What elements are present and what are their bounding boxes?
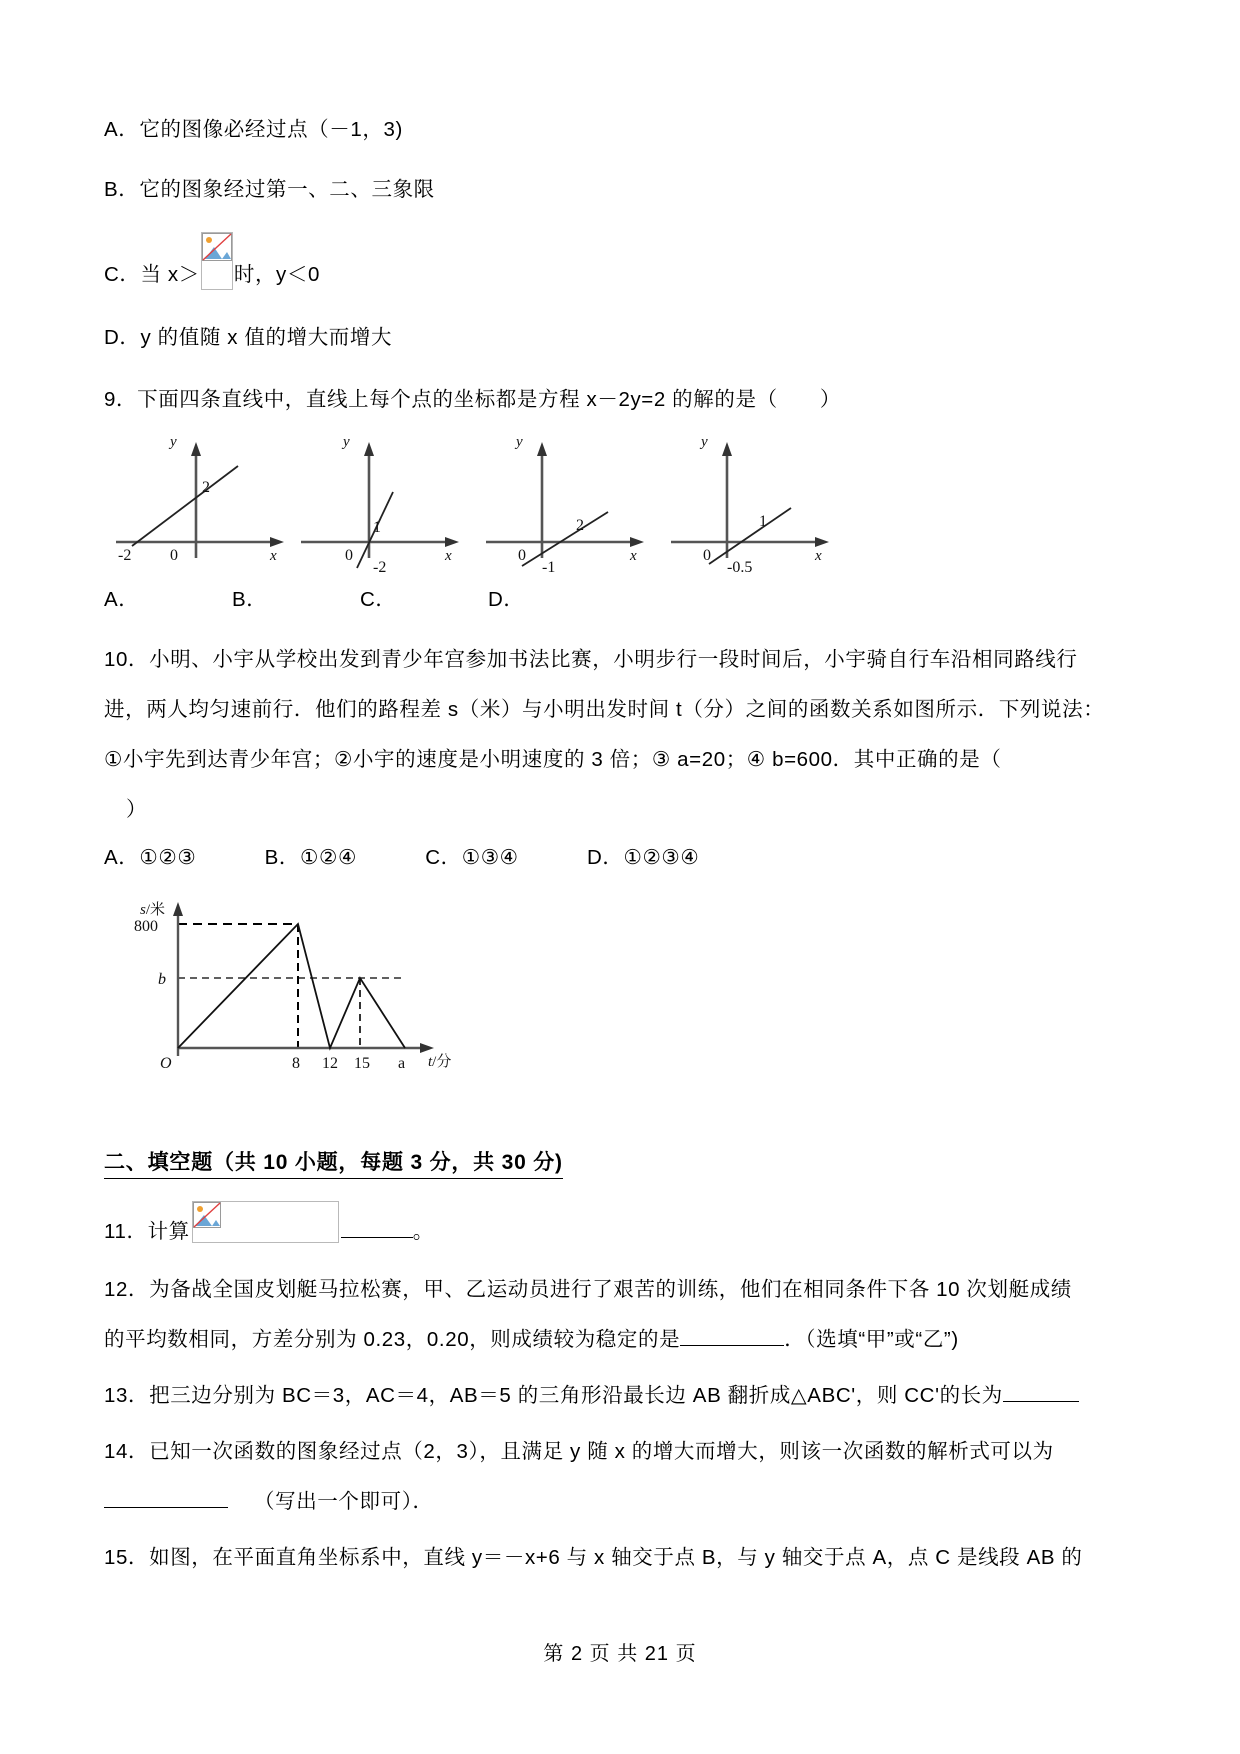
q10-choice-b: B．①②④: [264, 845, 357, 869]
svg-text:0: 0: [518, 546, 526, 564]
svg-text:-2: -2: [118, 546, 132, 564]
question-9-stem-text: 9．下面四条直线中，直线上每个点的坐标都是方程 x－2y=2 的解的是（ ）: [104, 388, 841, 411]
svg-text:y: y: [516, 433, 523, 450]
svg-text:x: x: [270, 547, 277, 564]
svg-text:12: 12: [322, 1054, 338, 1072]
question-11-prefix: 11．计算: [104, 1219, 190, 1243]
question-10-text-1: 10．小明、小宇从学校出发到青少年宫参加书法比赛，小明步行一段时间后，小宇骑自行车沿相同路线行: [104, 647, 1078, 671]
svg-text:1: 1: [759, 512, 767, 530]
q8-option-d-label: D．y 的值随 x 值的增大而增大: [104, 326, 393, 349]
question-13: [104, 1376, 1114, 1416]
q9-choice-d: D．: [488, 587, 525, 611]
broken-image-icon: [192, 1201, 339, 1243]
q8-option-b: [104, 172, 1114, 202]
question-10-line-1: [104, 640, 1114, 680]
q8-option-a: [104, 112, 1114, 142]
q9-graph-a: [110, 434, 295, 574]
question-15-text-1: 15．如图，在平面直角坐标系中，直线 y＝－x+6 与 x 轴交于点 B，与 y 轴交于点 A，点 C 是线段 AB 的: [104, 1545, 1083, 1569]
q8-option-c: [104, 232, 1114, 290]
svg-text:8: 8: [292, 1054, 300, 1072]
question-10-text-4: ）: [126, 797, 148, 821]
st-function-graph: [120, 886, 480, 1081]
question-10-choices: [104, 840, 1114, 870]
q9-choice-a: A．: [104, 587, 140, 611]
svg-text:-0.5: -0.5: [727, 558, 753, 574]
question-11-suffix: 。: [412, 1219, 434, 1243]
question-10-text-2: 进，两人均匀速前行．他们的路程差 s（米）与小明出发时间 t（分）之间的函数关系如图所示．下列说法：: [104, 697, 1105, 721]
q10-choice-c: C．①③④: [425, 845, 519, 869]
question-12-answer-blank[interactable]: [680, 1327, 784, 1346]
q8-option-b-label: B．它的图象经过第一、二、三象限: [104, 178, 435, 201]
q9-graph-b: [295, 434, 480, 574]
question-12-line-1: [104, 1270, 1114, 1310]
svg-text:a: a: [398, 1054, 406, 1072]
q8-option-c-suffix: 时，y＜0: [233, 263, 321, 286]
svg-text:0: 0: [703, 546, 711, 564]
question-9-graph-row: [104, 434, 1114, 574]
question-14-text-2: （写出一个即可）．: [254, 1489, 434, 1513]
q9-choice-c: C．: [360, 587, 397, 611]
page-footer: [0, 1637, 1240, 1666]
question-10-line-2: [104, 690, 1114, 730]
question-11: [104, 1201, 1114, 1244]
svg-text:x: x: [445, 547, 452, 564]
svg-text:x: x: [630, 547, 637, 564]
question-14-line-1: [104, 1432, 1114, 1472]
question-12-text-2: 的平均数相同，方差分别为 0.23，0.20，则成绩较为稳定的是: [104, 1327, 681, 1351]
svg-text:x: x: [815, 547, 822, 564]
question-13-answer-blank[interactable]: [1003, 1383, 1079, 1402]
section-2-heading-text: 二、填空题（共 10 小题，每题 3 分，共 30 分): [104, 1150, 563, 1174]
q9-graph-d: [665, 434, 850, 574]
q10-choice-a: A．①②③: [104, 845, 197, 869]
svg-text:s/米: s/米: [140, 901, 166, 918]
question-10-line-4: [104, 790, 1114, 830]
picture-placeholder-icon: [193, 1202, 221, 1228]
q9-choice-b: B．: [232, 587, 268, 611]
svg-text:0: 0: [170, 546, 178, 564]
section-2-heading: [104, 1146, 563, 1179]
svg-text:-2: -2: [373, 558, 387, 574]
question-14-answer-blank[interactable]: [104, 1489, 228, 1508]
q8-option-c-prefix: C．当 x＞: [104, 263, 200, 286]
svg-text:y: y: [701, 433, 708, 450]
question-12-text-2-suffix: ．（选填“甲”或“乙”): [784, 1327, 959, 1351]
question-12-text-1: 12．为备战全国皮划艇马拉松赛，甲、乙运动员进行了艰苦的训练，他们在相同条件下各 10 次划艇成绩: [104, 1277, 1072, 1301]
page-content: [104, 112, 1114, 1588]
question-13-text: 13．把三边分别为 BC＝3，AC＝4，AB＝5 的三角形沿最长边 AB 翻折成△ABC'，则 CC'的长为: [104, 1383, 1003, 1407]
question-12-line-2: [104, 1320, 1114, 1360]
q10-choice-d: D．①②③④: [586, 845, 700, 869]
page-number-label: 第 2 页 共 21 页: [543, 1643, 697, 1665]
svg-text:b: b: [158, 970, 166, 988]
question-10-text-3: ①小宇先到达青少年宫；②小宇的速度是小明速度的 3 倍；③ a=20；④ b=600．其中正确的是（: [104, 747, 1002, 771]
svg-text:2: 2: [202, 478, 210, 496]
svg-text:15: 15: [354, 1054, 370, 1072]
question-14-text-1: 14．已知一次函数的图象经过点（2，3），且满足 y 随 x 的增大而增大，则该一次函数的解析式可以为: [104, 1439, 1054, 1463]
question-15-line-1: [104, 1538, 1114, 1578]
svg-text:800: 800: [134, 917, 158, 935]
q9-graph-c: [480, 434, 665, 574]
svg-text:0: 0: [345, 546, 353, 564]
svg-text:O: O: [160, 1054, 172, 1072]
question-10-line-3: [104, 740, 1114, 780]
svg-text:-1: -1: [542, 558, 556, 574]
question-10-chart: [120, 886, 1114, 1086]
question-9-stem: [104, 380, 1114, 420]
q8-option-d: [104, 320, 1114, 350]
svg-text:1: 1: [373, 518, 381, 536]
svg-text:y: y: [343, 433, 350, 450]
q8-option-a-label: A．它的图像必经过点（－1，3): [104, 118, 403, 141]
broken-image-icon: [201, 232, 233, 290]
svg-text:2: 2: [576, 516, 584, 534]
question-9-choice-labels: [104, 582, 1114, 612]
picture-placeholder-icon: [202, 233, 232, 261]
question-14-line-2: [104, 1482, 1114, 1522]
svg-text:t/分: t/分: [428, 1053, 452, 1070]
question-11-answer-blank[interactable]: [341, 1219, 413, 1238]
svg-text:y: y: [170, 433, 177, 450]
